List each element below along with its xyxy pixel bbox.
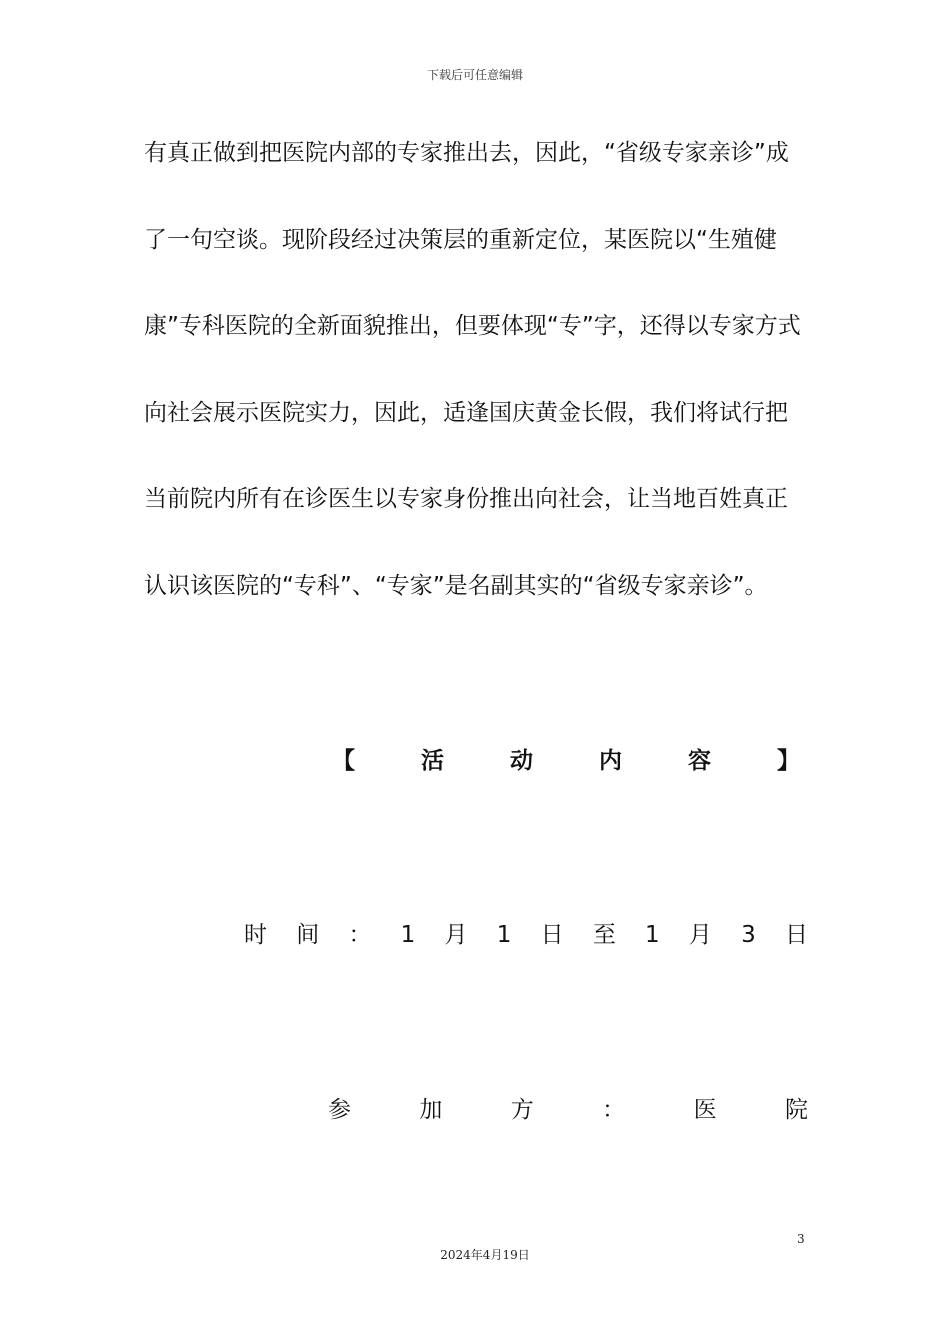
paragraph-line: 当前院内所有在诊医生以专家身份推出向社会，让当地百姓真正 — [144, 486, 788, 512]
participant-char: 参 — [328, 1097, 351, 1123]
footer-date: 2024年4月19日 — [440, 1248, 530, 1262]
time-char: 月 — [444, 922, 468, 948]
participant-line — [328, 1095, 808, 1125]
time-char: ： — [348, 922, 372, 948]
time-char: 日 — [784, 922, 808, 948]
section-heading — [332, 746, 800, 776]
page-header: 下载后可任意编辑 — [426, 68, 523, 82]
paragraph-line: 康”专科医院的全新面貌推出，但要体现“专”字，还得以专家方式 — [144, 313, 801, 339]
heading-char: 活 — [421, 748, 444, 774]
time-char: 至 — [592, 922, 616, 948]
participant-char: 医 — [693, 1097, 717, 1123]
paragraph-line: 认识该医院的“专科”、“专家”是名副其实的“省级专家亲诊”。 — [144, 573, 768, 599]
heading-char: 】 — [777, 748, 800, 774]
participant-char: ： — [602, 1097, 626, 1123]
heading-char: 动 — [510, 748, 533, 774]
paragraph-line: 向社会展示医院实力，因此，适逢国庆黄金长假，我们将试行把 — [144, 400, 788, 426]
page-number: 3 — [797, 1232, 805, 1246]
time-char: 时 — [244, 922, 267, 948]
participant-char: 加 — [419, 1097, 443, 1123]
participant-char: 院 — [784, 1097, 808, 1123]
heading-char: 【 — [332, 748, 355, 774]
time-char: 1 — [645, 922, 660, 948]
time-char: 1 — [496, 922, 512, 948]
heading-char: 容 — [688, 748, 711, 774]
time-char: 日 — [540, 922, 564, 948]
time-char: 3 — [741, 922, 756, 948]
time-char: 月 — [688, 922, 712, 948]
time-char: 1 — [400, 922, 416, 948]
paragraph-line: 有真正做到把医院内部的专家推出去，因此，“省级专家亲诊”成 — [144, 140, 789, 166]
time-line — [244, 920, 808, 950]
participant-char: 方 — [510, 1097, 534, 1123]
heading-char: 内 — [599, 748, 622, 774]
time-char: 间 — [296, 922, 320, 948]
paragraph-line: 了一句空谈。现阶段经过决策层的重新定位，某医院以“生殖健 — [144, 227, 777, 253]
